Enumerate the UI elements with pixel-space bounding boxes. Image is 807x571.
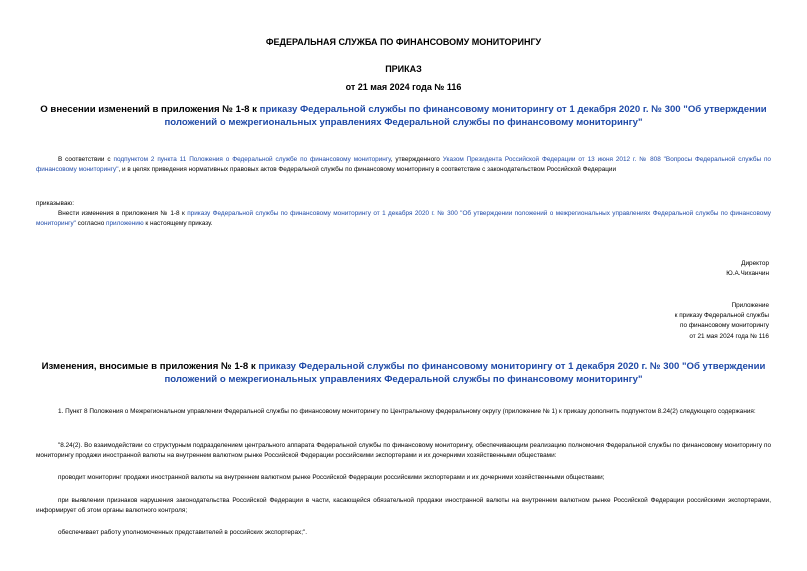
appendix-ref-line-2: к приказу Федеральной службы [674,312,769,319]
order-link-order300[interactable]: приказу Федеральной службы по финансовому мониторингу от 1 декабря 2020 г. № 300 "Об утверждении положений о межрегиональных управлениях Федеральной службы по финансовому мониторингу" [36,210,771,228]
paragraph-1: 1. Пункт 8 Положения о Межрегиональном управлении Федеральной службы по финансовому мониторингу по Центральному федеральному округу (приложение № 1) к приказу дополнить подпунктом 8.24(2) следующего содержания: [58,408,756,415]
order-text-2: согласно [75,220,107,228]
agency-heading: ФЕДЕРАЛЬНАЯ СЛУЖБА ПО ФИНАНСОВОМУ МОНИТОРИНГУ [265,37,542,47]
order-word: приказываю: [36,200,74,207]
order-title [36,104,771,129]
paragraph-5: обеспечивает работу уполномоченных представителей в российских экспортерах;". [58,529,308,536]
order-date: от 21 мая 2024 года № 116 [345,82,462,92]
signature-position: Директор [741,260,769,267]
order-link-appendix[interactable]: приложению [106,220,144,228]
paragraph-3: проводит мониторинг продажи иностранной валюты на внутреннем валютном рынке Российской Федерации российскими экспортерами и их дочерними хозяйственными обществами; [58,474,605,481]
changes-title-prefix: Изменения, вносимые в приложения № 1-8 к [41,361,259,372]
preamble-text-3: , и в целях приведения нормативных правовых актов Федеральной службы по финансовому мониторингу в соответствие с законодательством Российской Федерации [118,166,617,174]
preamble-link-regulation[interactable]: подпунктом 2 пункта 11 Положения о Федеральной службе по финансовому мониторингу [113,156,391,163]
changes-title [36,361,771,386]
order-text-3: к настоящему приказу. [143,220,213,228]
changes-title-link[interactable]: приказу Федеральной службы по финансовому мониторингу от 1 декабря 2020 г. № 300 "Об утверждении положений о межрегиональных управлениях Федеральной службы по финансовому мониторингу" [164,361,766,385]
order-paragraph [36,209,771,230]
paragraph-2: "8.24(2). Во взаимодействии со структурным подразделением центрального аппарата Федеральной службы по финансовому мониторингу, обеспечивающим реализацию полномочия Федеральной службы по финансовому мониторингу по мониторингу продажи иностранной валюты на внутреннем валютном рынке Российской Федерации российскими экспортерами и их дочерними хозяйственными обществами: [36,442,771,460]
doc-type-heading: ПРИКАЗ [385,64,422,74]
order-title-prefix: О внесении изменений в приложения № 1-8 к [40,104,260,115]
appendix-ref-line-3: по финансовому мониторингу [679,322,769,329]
preamble-paragraph [36,155,771,176]
appendix-ref-line-1: Приложение [731,302,769,309]
preamble-link-decree[interactable]: Указом Президента Российской Федерации от 13 июня 2012 г. № 808 "Вопросы Федеральной службы по финансовому мониторингу" [36,156,771,174]
appendix-ref-line-4: от 21 мая 2024 года № 116 [689,333,769,340]
paragraph-4: при выявлении признаков нарушения законодательства Российской Федерации в части, касающейся обязательной продажи иностранной валюты на внутреннем валютном рынке Российской Федерации российскими экспортерами, информирует об этом органы валютного контроля; [36,497,771,515]
signature-name: Ю.А.Чиханчин [726,270,769,277]
preamble-text-2: , утвержденного [390,156,443,163]
preamble-text-1: В соответствии с [58,156,114,163]
order-text-1: Внести изменения в приложения № 1-8 к [58,210,188,217]
order-title-link[interactable]: приказу Федеральной службы по финансовому мониторингу от 1 декабря 2020 г. № 300 "Об утверждении положений о межрегиональных управлениях Федеральной службы по финансовому мониторингу" [164,104,767,128]
